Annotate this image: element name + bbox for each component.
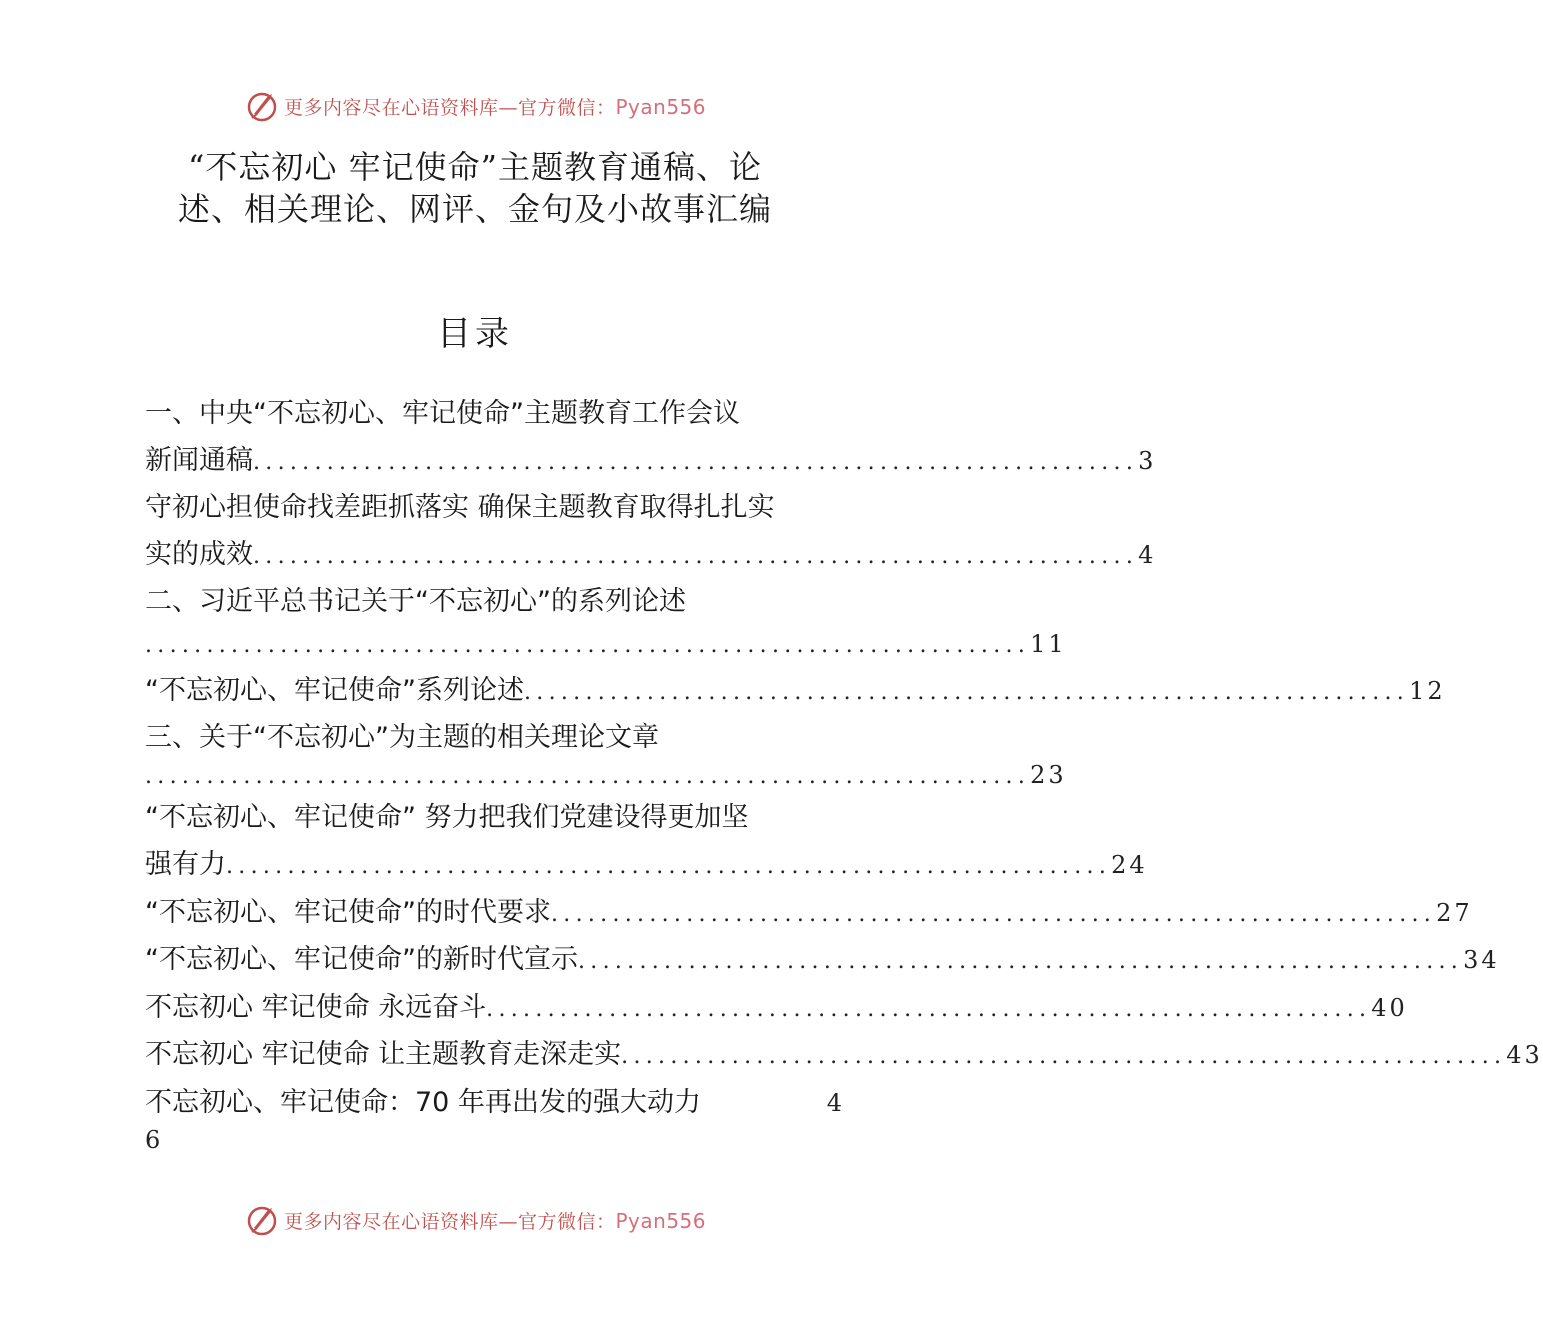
dot-leader: ........................................................................ xyxy=(550,902,1437,927)
toc-entry[interactable]: “不忘初心、牢记使命” 努力把我们党建设得更加坚 xyxy=(145,802,749,833)
dot-leader: ........................................................................ xyxy=(145,764,1031,789)
page-number: 12 xyxy=(1409,677,1446,705)
page-number: 24 xyxy=(1111,851,1148,879)
toc-entry[interactable]: “不忘初心、牢记使命”系列论述 ........................................................................ 12 xyxy=(145,673,840,711)
page-number: 43 xyxy=(1506,1041,1543,1069)
header-banner xyxy=(0,86,950,126)
title-line-2: 述、相关理论、网评、金句及小故事汇编 xyxy=(177,190,772,228)
toc-entry[interactable]: 强有力 ........................................................................ 24 xyxy=(145,847,840,885)
dot-leader: ........................................................................ xyxy=(253,544,1139,569)
dot-leader: ........................................................................ xyxy=(486,997,1372,1022)
toc-entry[interactable] xyxy=(145,1122,840,1158)
toc-entry[interactable]: “不忘初心、牢记使命”的时代要求 ........................................................................ 27 xyxy=(145,895,840,933)
dot-leader: ........................................................................ xyxy=(523,680,1410,705)
title-line-1: “不忘初心 牢记使命”主题教育通稿、论 xyxy=(188,148,762,186)
toc-entry[interactable]: 守初心担使命找差距抓落实 确保主题教育取得扎扎实 xyxy=(145,492,775,523)
footer-banner xyxy=(0,1200,950,1240)
banner-text: 更多内容尽在心语资料库—官方微信：Pyan556 xyxy=(283,1208,707,1233)
page-number: 3 xyxy=(1138,447,1157,475)
toc-entry[interactable]: 一、中央“不忘初心、牢记使命”主题教育工作会议 xyxy=(145,398,740,429)
toc-entry[interactable]: 实的成效 ........................................................................ 4 xyxy=(145,537,840,575)
toc-entry[interactable]: 新闻通稿 ........................................................................ 3 xyxy=(145,443,840,481)
dot-leader: ........................................................................ xyxy=(621,1044,1507,1069)
dot-leader: ........................................................................ xyxy=(253,450,1139,475)
page-number: 34 xyxy=(1463,946,1500,974)
page-number: 40 xyxy=(1371,994,1408,1022)
toc-entry[interactable] xyxy=(145,626,1067,664)
page-number: 11 xyxy=(1030,630,1067,658)
document-title xyxy=(140,146,810,230)
toc-entry[interactable]: 不忘初心 牢记使命 让主题教育走深走实 ........................................................................ 43 xyxy=(145,1037,840,1075)
toc-heading: 目录 xyxy=(437,314,513,354)
dot-leader: ........................................................................ xyxy=(145,633,1031,658)
page-number: 6 xyxy=(145,1126,164,1154)
toc-entry[interactable]: “不忘初心、牢记使命”的新时代宣示 ........................................................................ 34 xyxy=(145,942,840,980)
toc-entry[interactable]: 不忘初心 牢记使命 永远奋斗 ........................................................................ 40 xyxy=(145,990,840,1028)
page-number: 23 xyxy=(1030,761,1067,789)
banner-wechat-id: Pyan556 xyxy=(615,1208,707,1233)
dot-leader: ........................................................................ xyxy=(577,949,1464,974)
quill-logo-icon xyxy=(244,88,280,124)
quill-logo-icon xyxy=(244,1202,280,1238)
toc-entry[interactable]: 三、关于“不忘初心”为主题的相关理论文章 xyxy=(145,722,659,753)
banner-text: 更多内容尽在心语资料库—官方微信：Pyan556 xyxy=(283,94,707,119)
toc-entry[interactable] xyxy=(145,757,1067,795)
dot-leader: ........................................................................ xyxy=(226,854,1112,879)
toc-entry[interactable]: 不忘初心、牢记使命：70 年再出发的强大动力 4 xyxy=(145,1085,845,1121)
page-number: 27 xyxy=(1436,899,1473,927)
banner-wechat-id: Pyan556 xyxy=(615,94,707,119)
toc-entry[interactable]: 二、习近平总书记关于“不忘初心”的系列论述 xyxy=(145,586,686,617)
page-number: 4 xyxy=(826,1089,845,1117)
page-number: 4 xyxy=(1138,541,1157,569)
